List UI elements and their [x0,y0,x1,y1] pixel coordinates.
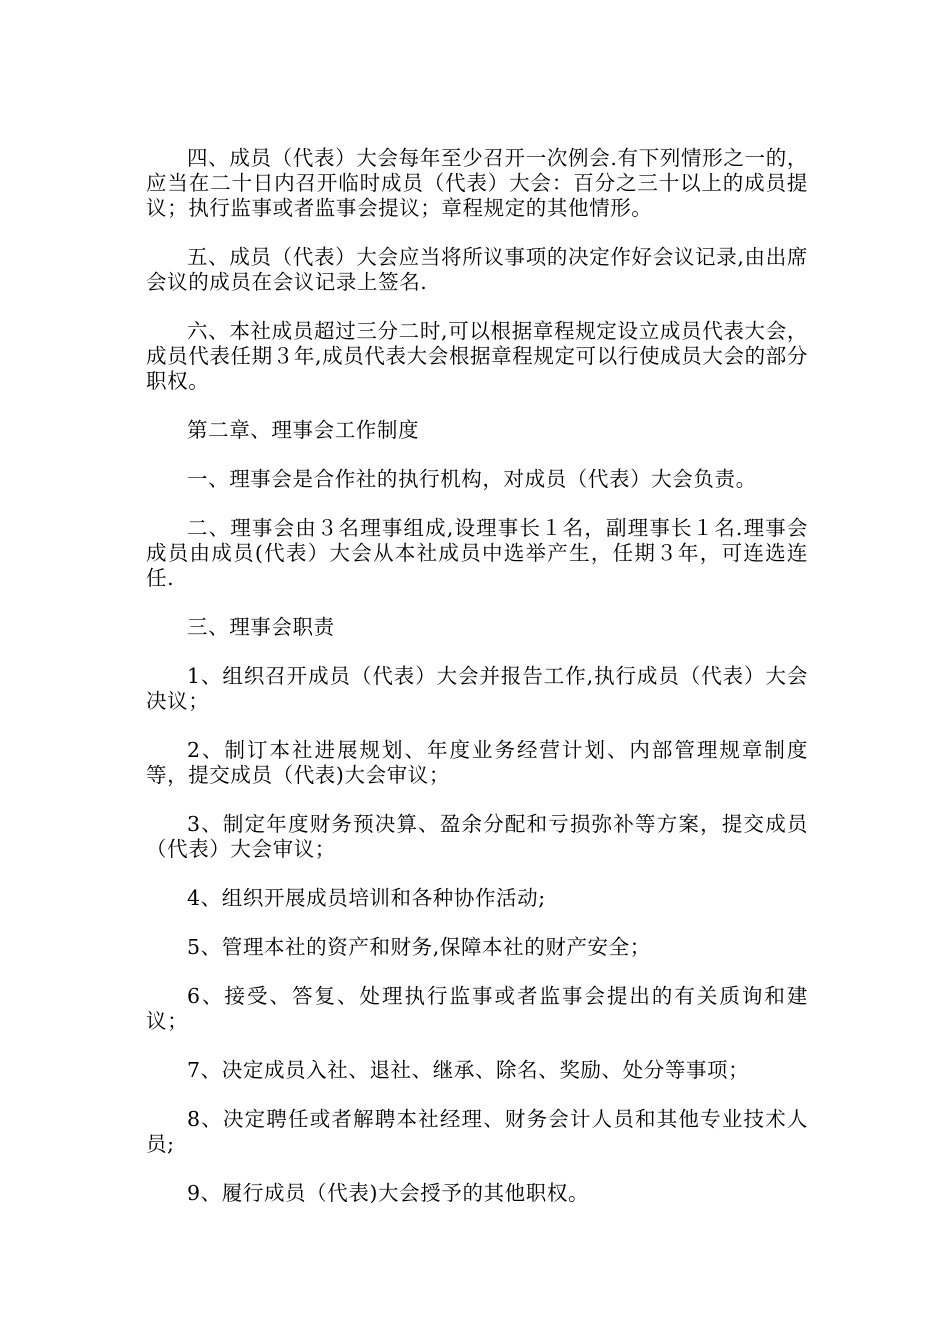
paragraph-meeting-records: 五、成员（代表）大会应当将所议事项的决定作好会议记录,由出席会议的成员在会议记录上签名. [146,245,808,294]
duty-item: 1、组织召开成员（代表）大会并报告工作,执行成员（代表）大会决议； [146,664,808,713]
duty-item: 2、制订本社进展规划、年度业务经营计划、内部管理规章制度等，提交成员（代表)大会审议； [146,738,808,787]
duty-item: 3、制定年度财务预决算、盈余分配和亏损弥补等方案，提交成员（代表）大会审议； [146,812,808,861]
duty-item: 7、决定成员入社、退社、继承、除名、奖励、处分等事项； [187,1058,750,1082]
paragraph-board-composition: 二、理事会由３名理事组成,设理事长１名，副理事长１名.理事会成员由成员(代表）大会从本社成员中选举产生，任期３年，可连选连任. [146,516,808,590]
paragraph-representative-assembly: 六、本社成员超过三分二时,可以根据章程规定设立成员代表大会，成员代表任期３年,成员代表大会根据章程规定可以行使成员大会的部分职权。 [146,319,808,393]
paragraph-board-role: 一、理事会是合作社的执行机构，对成员（代表）大会负责。 [187,467,757,491]
duty-item: 6、接受、答复、处理执行监事或者监事会提出的有关质询和建议； [146,984,808,1033]
paragraph-meeting-frequency: 四、成员（代表）大会每年至少召开一次例会.有下列情形之一的，应当在二十日内召开临时成员（代表）大会：百分之三十以上的成员提议；执行监事或者监事会提议；章程规定的其他情形。 [146,146,808,220]
document-page [146,146,808,1206]
duty-item: 9、履行成员（代表)大会授予的其他职权。 [187,1181,590,1205]
duty-item: 4、组织开展成员培训和各种协作活动; [187,886,546,910]
duty-item: 8、决定聘任或者解聘本社经理、财务会计人员和其他专业技术人员; [146,1107,808,1156]
chapter-heading: 第二章、理事会工作制度 [187,418,420,442]
section-heading-board-duties: 三、理事会职责 [187,615,335,639]
duty-item: 5、管理本社的资产和财务,保障本社的财产安全； [187,935,651,959]
